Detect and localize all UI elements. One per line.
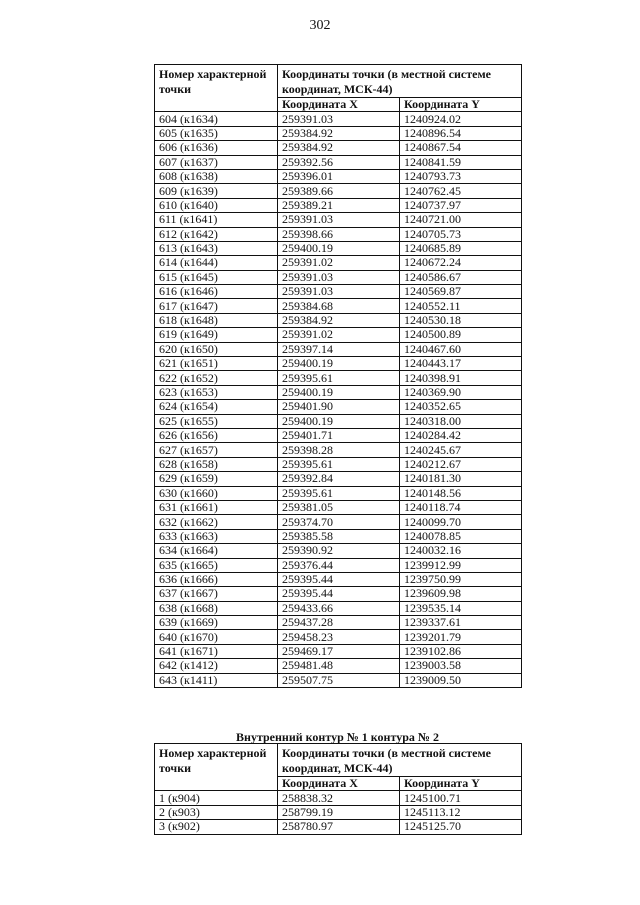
point-number-cell: 612 (к1642) xyxy=(155,227,278,241)
coord-x-cell: 259400.19 xyxy=(278,385,400,399)
coord-x-cell: 259391.02 xyxy=(278,328,400,342)
table-row xyxy=(155,112,522,126)
table-row xyxy=(155,601,522,615)
table-row xyxy=(155,457,522,471)
coord-y-cell: 1240443.17 xyxy=(400,357,522,371)
table-row xyxy=(155,371,522,385)
coord-x-cell: 259391.03 xyxy=(278,213,400,227)
table-row xyxy=(155,558,522,572)
header-coord-x: Координата X xyxy=(278,98,400,112)
point-number-cell: 626 (к1656) xyxy=(155,428,278,442)
coord-y-cell: 1240896.54 xyxy=(400,126,522,140)
point-number-cell: 608 (к1638) xyxy=(155,169,278,183)
table-row xyxy=(155,791,522,805)
table-row xyxy=(155,313,522,327)
table-row xyxy=(155,198,522,212)
coord-x-cell: 259376.44 xyxy=(278,558,400,572)
coord-x-cell: 259391.03 xyxy=(278,285,400,299)
coord-x-cell: 259384.92 xyxy=(278,141,400,155)
coord-y-cell: 1240841.59 xyxy=(400,155,522,169)
coord-y-cell: 1240181.30 xyxy=(400,472,522,486)
point-number-cell: 635 (к1665) xyxy=(155,558,278,572)
point-number-cell: 633 (к1663) xyxy=(155,529,278,543)
coord-x-cell: 259395.61 xyxy=(278,371,400,385)
coord-y-cell: 1240867.54 xyxy=(400,141,522,155)
header-coord-x: Координата X xyxy=(278,777,400,791)
coord-y-cell: 1240369.90 xyxy=(400,385,522,399)
table-row xyxy=(155,805,522,819)
coord-x-cell: 259401.90 xyxy=(278,400,400,414)
coord-y-cell: 1245100.71 xyxy=(400,791,522,805)
coord-y-cell: 1240398.91 xyxy=(400,371,522,385)
coord-y-cell: 1240148.56 xyxy=(400,486,522,500)
table-row xyxy=(155,328,522,342)
coord-y-cell: 1239003.58 xyxy=(400,659,522,673)
coord-x-cell: 259391.03 xyxy=(278,112,400,126)
coord-x-cell: 259385.58 xyxy=(278,529,400,543)
table-row xyxy=(155,544,522,558)
coord-x-cell: 259395.44 xyxy=(278,572,400,586)
coord-x-cell: 258838.32 xyxy=(278,791,400,805)
coord-y-cell: 1240078.85 xyxy=(400,529,522,543)
point-number-cell: 616 (к1646) xyxy=(155,285,278,299)
table-row xyxy=(155,486,522,500)
point-number-cell: 623 (к1653) xyxy=(155,385,278,399)
coord-x-cell: 259389.21 xyxy=(278,198,400,212)
point-number-cell: 624 (к1654) xyxy=(155,400,278,414)
coord-x-cell: 259395.61 xyxy=(278,486,400,500)
table-row xyxy=(155,673,522,687)
coord-x-cell: 259396.01 xyxy=(278,169,400,183)
coord-y-cell: 1240737.97 xyxy=(400,198,522,212)
coord-y-cell: 1240721.00 xyxy=(400,213,522,227)
point-number-cell: 619 (к1649) xyxy=(155,328,278,342)
table-row xyxy=(155,529,522,543)
coord-x-cell: 259391.02 xyxy=(278,256,400,270)
coord-y-cell: 1240032.16 xyxy=(400,544,522,558)
point-number-cell: 622 (к1652) xyxy=(155,371,278,385)
coord-y-cell: 1240705.73 xyxy=(400,227,522,241)
coord-y-cell: 1240685.89 xyxy=(400,241,522,255)
table-row xyxy=(155,213,522,227)
table-row xyxy=(155,515,522,529)
table-row xyxy=(155,630,522,644)
coord-x-cell: 259391.03 xyxy=(278,270,400,284)
table-row xyxy=(155,141,522,155)
table-row xyxy=(155,169,522,183)
coord-x-cell: 258799.19 xyxy=(278,805,400,819)
coord-x-cell: 259507.75 xyxy=(278,673,400,687)
coord-y-cell: 1245125.70 xyxy=(400,820,522,834)
point-number-cell: 3 (к902) xyxy=(155,820,278,834)
coord-x-cell: 259384.92 xyxy=(278,313,400,327)
point-number-cell: 615 (к1645) xyxy=(155,270,278,284)
coordinates-table-2 xyxy=(154,743,522,835)
point-number-cell: 609 (к1639) xyxy=(155,184,278,198)
point-number-cell: 637 (к1667) xyxy=(155,587,278,601)
table-row xyxy=(155,400,522,414)
coord-y-cell: 1239337.61 xyxy=(400,616,522,630)
point-number-cell: 640 (к1670) xyxy=(155,630,278,644)
table-row xyxy=(155,644,522,658)
coord-x-cell: 259381.05 xyxy=(278,500,400,514)
table-row xyxy=(155,155,522,169)
coordinates-table xyxy=(154,64,522,688)
coord-y-cell: 1240569.87 xyxy=(400,285,522,299)
coord-x-cell: 259384.92 xyxy=(278,126,400,140)
header-coordinates: Координаты точки (в местной системе координат, МСК-44) xyxy=(278,65,522,98)
coord-x-cell: 259395.61 xyxy=(278,457,400,471)
point-number-cell: 614 (к1644) xyxy=(155,256,278,270)
coord-x-cell: 259458.23 xyxy=(278,630,400,644)
point-number-cell: 639 (к1669) xyxy=(155,616,278,630)
coord-y-cell: 1240212.67 xyxy=(400,457,522,471)
coord-y-cell: 1240586.67 xyxy=(400,270,522,284)
point-number-cell: 610 (к1640) xyxy=(155,198,278,212)
point-number-cell: 621 (к1651) xyxy=(155,357,278,371)
coord-x-cell: 259398.28 xyxy=(278,443,400,457)
coord-x-cell: 259392.84 xyxy=(278,472,400,486)
point-number-cell: 620 (к1650) xyxy=(155,342,278,356)
header-point-number: Номер характерной точки xyxy=(155,65,278,112)
coord-x-cell: 259437.28 xyxy=(278,616,400,630)
point-number-cell: 2 (к903) xyxy=(155,805,278,819)
coord-x-cell: 259384.68 xyxy=(278,299,400,313)
table-row xyxy=(155,256,522,270)
coord-y-cell: 1240924.02 xyxy=(400,112,522,126)
point-number-cell: 607 (к1637) xyxy=(155,155,278,169)
table-row xyxy=(155,227,522,241)
point-number-cell: 617 (к1647) xyxy=(155,299,278,313)
coord-x-cell: 259398.66 xyxy=(278,227,400,241)
point-number-cell: 638 (к1668) xyxy=(155,601,278,615)
section-title: Внутренний контур № 1 контура № 2 xyxy=(236,730,439,744)
point-number-cell: 630 (к1660) xyxy=(155,486,278,500)
coord-x-cell: 259390.92 xyxy=(278,544,400,558)
coord-y-cell: 1240762.45 xyxy=(400,184,522,198)
coord-y-cell: 1239750.99 xyxy=(400,572,522,586)
coord-x-cell: 259433.66 xyxy=(278,601,400,615)
table-row xyxy=(155,428,522,442)
page-number: 302 xyxy=(309,18,331,33)
coord-y-cell: 1240530.18 xyxy=(400,313,522,327)
table-row xyxy=(155,285,522,299)
coord-x-cell: 259400.19 xyxy=(278,414,400,428)
point-number-cell: 643 (к1411) xyxy=(155,673,278,687)
point-number-cell: 634 (к1664) xyxy=(155,544,278,558)
table-row xyxy=(155,572,522,586)
table-row xyxy=(155,472,522,486)
coord-y-cell: 1240245.67 xyxy=(400,443,522,457)
coord-y-cell: 1240500.89 xyxy=(400,328,522,342)
table-row xyxy=(155,659,522,673)
coord-x-cell: 259389.66 xyxy=(278,184,400,198)
coord-y-cell: 1239201.79 xyxy=(400,630,522,644)
coord-x-cell: 258780.97 xyxy=(278,820,400,834)
table-row xyxy=(155,241,522,255)
point-number-cell: 604 (к1634) xyxy=(155,112,278,126)
coord-x-cell: 259397.14 xyxy=(278,342,400,356)
table-row xyxy=(155,126,522,140)
point-number-cell: 627 (к1657) xyxy=(155,443,278,457)
table-body xyxy=(155,112,522,688)
header-coordinates: Координаты точки (в местной системе координат, МСК-44) xyxy=(278,744,522,777)
point-number-cell: 629 (к1659) xyxy=(155,472,278,486)
coord-y-cell: 1240467.60 xyxy=(400,342,522,356)
coord-y-cell: 1240793.73 xyxy=(400,169,522,183)
point-number-cell: 613 (к1643) xyxy=(155,241,278,255)
header-point-number: Номер характерной точки xyxy=(155,744,278,791)
table-row xyxy=(155,342,522,356)
coord-x-cell: 259395.44 xyxy=(278,587,400,601)
point-number-cell: 1 (к904) xyxy=(155,791,278,805)
coord-x-cell: 259400.19 xyxy=(278,241,400,255)
coord-y-cell: 1240099.70 xyxy=(400,515,522,529)
coord-x-cell: 259400.19 xyxy=(278,357,400,371)
table-row xyxy=(155,500,522,514)
table-row xyxy=(155,270,522,284)
coord-x-cell: 259481.48 xyxy=(278,659,400,673)
point-number-cell: 641 (к1671) xyxy=(155,644,278,658)
coord-x-cell: 259374.70 xyxy=(278,515,400,529)
table-row xyxy=(155,299,522,313)
coord-x-cell: 259401.71 xyxy=(278,428,400,442)
coord-y-cell: 1240118.74 xyxy=(400,500,522,514)
table-row xyxy=(155,616,522,630)
table-row xyxy=(155,357,522,371)
point-number-cell: 632 (к1662) xyxy=(155,515,278,529)
coord-y-cell: 1240552.11 xyxy=(400,299,522,313)
table-row xyxy=(155,820,522,834)
point-number-cell: 606 (к1636) xyxy=(155,141,278,155)
header-coord-y: Координата Y xyxy=(400,777,522,791)
header-coord-y: Координата Y xyxy=(400,98,522,112)
point-number-cell: 611 (к1641) xyxy=(155,213,278,227)
point-number-cell: 625 (к1655) xyxy=(155,414,278,428)
point-number-cell: 605 (к1635) xyxy=(155,126,278,140)
point-number-cell: 642 (к1412) xyxy=(155,659,278,673)
coord-y-cell: 1239535.14 xyxy=(400,601,522,615)
coord-y-cell: 1239009.50 xyxy=(400,673,522,687)
point-number-cell: 618 (к1648) xyxy=(155,313,278,327)
point-number-cell: 631 (к1661) xyxy=(155,500,278,514)
table-row xyxy=(155,184,522,198)
point-number-cell: 636 (к1666) xyxy=(155,572,278,586)
coord-y-cell: 1239912.99 xyxy=(400,558,522,572)
table-row xyxy=(155,443,522,457)
point-number-cell: 628 (к1658) xyxy=(155,457,278,471)
coord-x-cell: 259392.56 xyxy=(278,155,400,169)
table-row xyxy=(155,587,522,601)
coord-y-cell: 1240352.65 xyxy=(400,400,522,414)
coord-y-cell: 1240318.00 xyxy=(400,414,522,428)
coord-y-cell: 1239609.98 xyxy=(400,587,522,601)
coord-y-cell: 1240672.24 xyxy=(400,256,522,270)
table-body xyxy=(155,791,522,834)
table-row xyxy=(155,385,522,399)
coord-y-cell: 1239102.86 xyxy=(400,644,522,658)
table-row xyxy=(155,414,522,428)
coord-x-cell: 259469.17 xyxy=(278,644,400,658)
coord-y-cell: 1240284.42 xyxy=(400,428,522,442)
coord-y-cell: 1245113.12 xyxy=(400,805,522,819)
